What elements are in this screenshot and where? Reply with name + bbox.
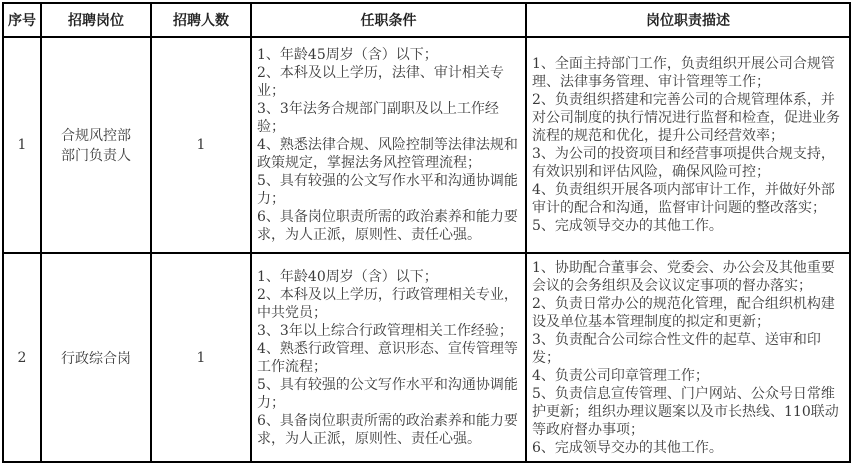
column-header-seq: 序号 — [3, 3, 41, 37]
text-line: 4、熟悉行政管理、意识形态、宣传管理等工作流程； — [257, 340, 518, 375]
text-line: 1、年龄40周岁（含）以下； — [257, 268, 438, 285]
cell-duties — [526, 37, 850, 253]
text-line: 2、本科及以上学历，行政管理相关专业，中共党员； — [257, 286, 518, 321]
table-row — [3, 253, 850, 462]
text-line: 5、具有较强的公文写作水平和沟通协调能力； — [257, 173, 518, 207]
text-line: 6、具备岗位职责所需的政治素养和能力要求，为人正派，原则性、责任心强。 — [257, 412, 518, 447]
text-line: 3、为公司的投资项目和经营事项提供合规支持，有效识别和评估风险，确保风险可控； — [532, 146, 835, 180]
text-line: 2、负责日常办公的规范化管理，配合组织机构建设及单位基本管理制度的拟定和更新； — [532, 295, 835, 330]
text-line: 2、本科及以上学历，法律、审计相关专业； — [257, 65, 504, 99]
text-line: 3、3年法务合规部门副职及以上工作经验； — [257, 101, 499, 135]
cell-seq: 1 — [3, 37, 41, 253]
text-line: 5、完成领导交办的其他工作。 — [532, 218, 723, 234]
table-row — [3, 37, 850, 253]
text-line: 合规风控部 — [61, 128, 131, 144]
text-line: 2、负责组织搭建和完善公司的合规管理体系，并对公司制度的执行情况进行监督和检查，促进业务流程的规范和优化，提升公司经营效率； — [532, 92, 840, 144]
recruitment-table — [2, 2, 851, 463]
text-line: 3、负责配合公司综合性文件的起草、送审和印发； — [532, 331, 821, 366]
text-line: 1、协助配合董事会、党委会、办公会及其他重要会议的会务组织及会议议定事项的督办落实； — [532, 259, 835, 294]
cell-qualifications — [251, 37, 526, 253]
cell-position — [41, 253, 151, 462]
column-header-duties: 岗位职责描述 — [526, 3, 850, 37]
text-line: 4、负责组织开展各项内部审计工作，并做好外部审计的配合和沟通，监督审计问题的整改落实； — [532, 182, 835, 216]
text-line: 3、3年以上综合行政管理相关工作经验； — [257, 322, 513, 339]
text-line: 行政综合岗 — [61, 350, 131, 367]
text-line: 4、负责公司印章管理工作； — [532, 367, 709, 384]
column-header-position: 招聘岗位 — [41, 3, 151, 37]
cell-qualifications — [251, 253, 526, 462]
text-line: 部门负责人 — [61, 148, 131, 164]
cell-seq: 2 — [3, 253, 41, 462]
text-line: 1、年龄45周岁（含）以下； — [257, 47, 438, 63]
text-line: 1、全面主持部门工作，负责组织开展公司合规管理、法律事务管理、审计管理等工作； — [532, 56, 835, 90]
cell-count: 1 — [151, 253, 251, 462]
cell-duties — [526, 253, 850, 462]
text-line: 5、负责信息宣传管理、门户网站、公众号日常维护更新；组织办理议题案以及市长热线、110联动等政府督办事项； — [532, 385, 839, 438]
column-header-count: 招聘人数 — [151, 3, 251, 37]
text-line: 6、具备岗位职责所需的政治素养和能力要求，为人正派，原则性、责任心强。 — [257, 209, 518, 243]
text-line: 4、熟悉法律合规、风险控制等法律法规和政策规定，掌握法务风控管理流程； — [257, 137, 518, 171]
text-line: 5、具有较强的公文写作水平和沟通协调能力； — [257, 376, 518, 411]
cell-position — [41, 37, 151, 253]
header-row — [3, 3, 850, 37]
text-line: 6、完成领导交办的其他工作。 — [532, 439, 723, 456]
cell-count: 1 — [151, 37, 251, 253]
column-header-qualifications: 任职条件 — [251, 3, 526, 37]
